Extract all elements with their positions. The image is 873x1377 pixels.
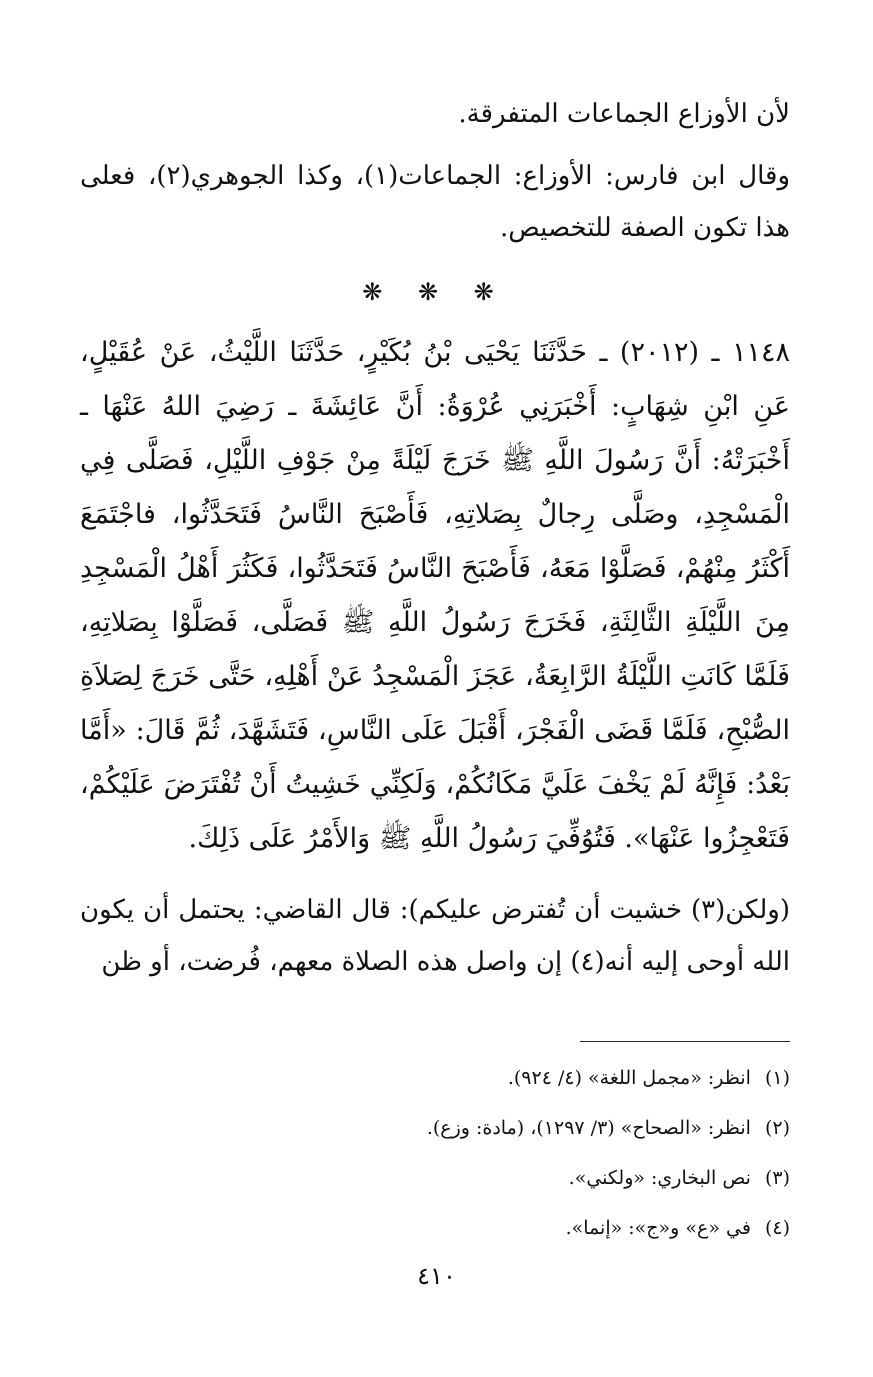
footnote-2	[80, 1103, 790, 1153]
paragraph-1: لأن الأوزاع الجماعات المتفرقة.	[458, 99, 790, 129]
page-number: ٤١٠	[417, 1262, 456, 1290]
footnote-number: (٣)	[764, 1167, 790, 1189]
section-separator: ❋ ❋ ❋	[362, 278, 508, 306]
footnote-number: (٤)	[764, 1217, 790, 1239]
main-text	[80, 88, 790, 988]
footnote-1	[80, 1053, 790, 1103]
footnote-3	[80, 1153, 790, 1203]
footnote-text: انظر: «مجمل اللغة» (٤/ ٩٢٤).	[507, 1067, 751, 1089]
footnote-4	[80, 1203, 790, 1253]
footnote-text: في «ع» و«ج»: «إنما».	[565, 1217, 751, 1239]
hadith-text: ١١٤٨ ـ (٢٠١٢) ـ حَدَّثَنَا يَحْيَى بْنُ بُكَيْرٍ، حَدَّثَنَا اللَّيْثُ، عَنْ عُقَيْلٍ، عَنِ ابْنِ شِهَابٍ: أَخْبَرَنِي عُرْوَةُ: أَنَّ عَائِشَةَ ـ رَضِيَ اللهُ عَنْهَا ـ أَخْبَرَتْهُ: أَنَّ رَسُولَ اللَّهِ ﷺ خَرَجَ لَيْلَةً مِنْ جَوْفِ اللَّيْلِ، فَصَلَّى فِي الْمَسْجِدِ، وصَلَّى رِجالٌ بِصَلاتِهِ، فَأَصْبَحَ النَّاسُ فَتَحَدَّثُوا، فاجْتَمَعَ أَكْثَرُ مِنْهُمْ، فَصَلَّوْا مَعَهُ، فَأَصْبَحَ النَّاسُ فَتَحَدَّثُوا، فَكَثُرَ أَهْلُ الْمَسْجِدِ مِنَ اللَّيْلَةِ الثَّالِثَةِ، فَخَرَجَ رَسُولُ اللَّهِ ﷺ فَصَلَّى، فَصَلَّوْا بِصَلاتِهِ، فَلَمَّا كَانَتِ اللَّيْلَةُ الرَّابِعَةُ، عَجَزَ الْمَسْجِدُ عَنْ أَهْلِهِ، حَتَّى خَرَجَ لِصَلاَةِ الصُّبْحِ، فَلَمَّا قَضَى الْفَجْرَ، أَقْبَلَ عَلَى النَّاسِ، فَتَشَهَّدَ، ثُمَّ قَالَ: «أَمَّا بَعْدُ: فَإِنَّهُ لَمْ يَخْفَ عَلَيَّ مَكَانُكُمْ، وَلَكِنِّي خَشِيتُ أَنْ تُفْتَرَضَ عَلَيْكُمْ، فَتَعْجِزُوا عَنْهَا». فَتُوُفِّيَ رَسُولُ اللَّهِ ﷺ وَالأَمْرُ عَلَى ذَلِكَ.	[80, 337, 790, 854]
commentary-text: (ولكن(٣) خشيت أن تُفترض عليكم): قال القاضي: يحتمل أن يكون الله أوحى إليه أنه(٤) إن واصل هذه الصلاة معهم، فُرضت، أو ظن	[80, 895, 790, 977]
footnote-number: (١)	[764, 1067, 790, 1089]
footnote-text: نص البخاري: «ولكني».	[568, 1167, 751, 1189]
paragraph-2: وقال ابن فارس: الأوزاع: الجماعات(١)، وكذا الجوهري(٢)، فعلى هذا تكون الصفة للتخصيص.	[80, 161, 790, 243]
footnote-number: (٢)	[764, 1117, 790, 1139]
footnote-divider	[580, 1041, 790, 1042]
footnote-text: انظر: «الصحاح» (٣/ ١٢٩٧)، (مادة: وزع).	[426, 1117, 751, 1139]
footnotes	[80, 1053, 790, 1253]
